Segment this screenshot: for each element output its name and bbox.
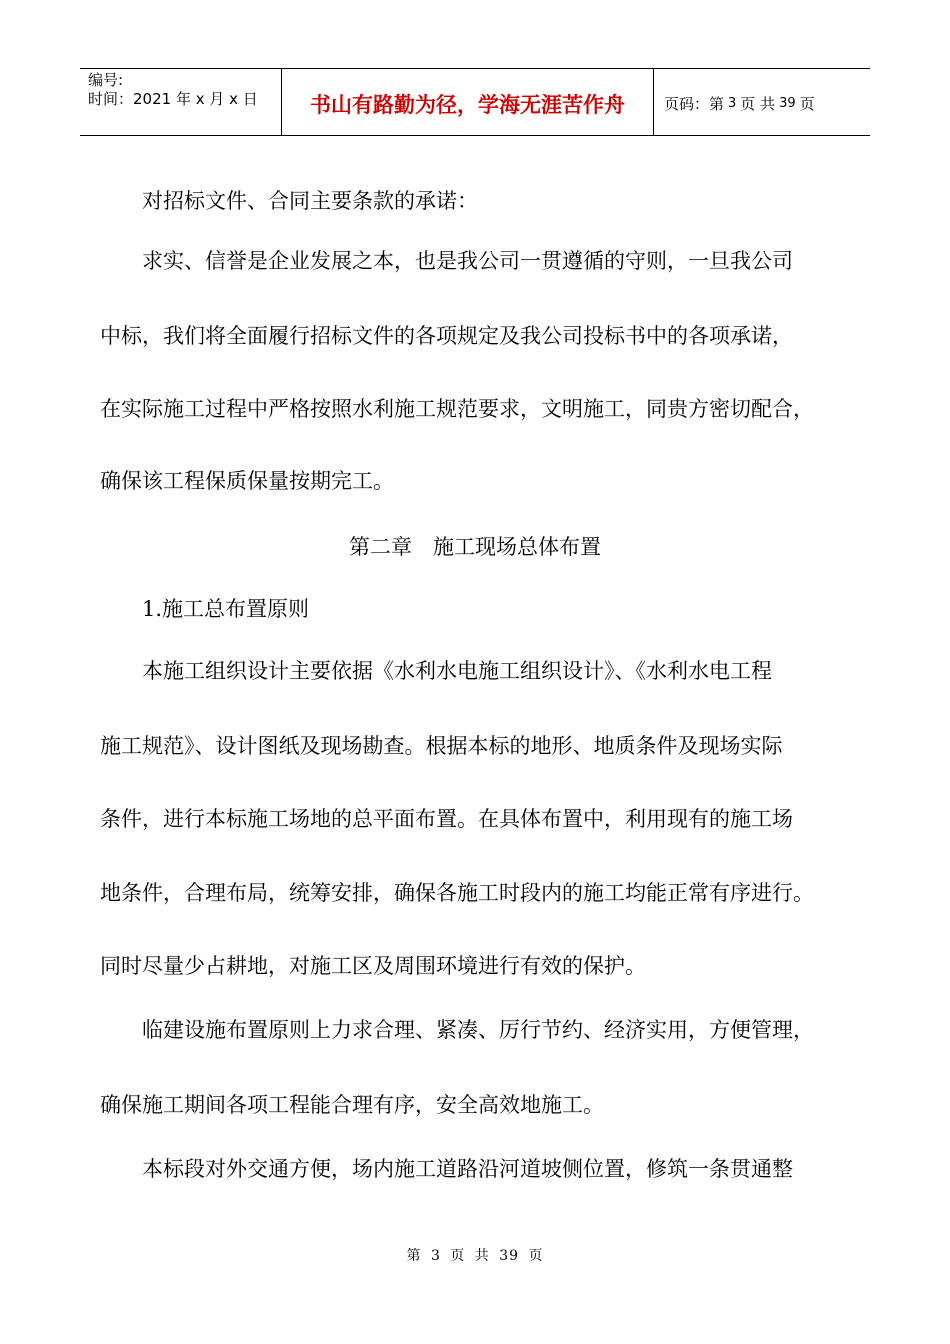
page-total: 39	[779, 95, 796, 111]
body-line-15: 本标段对外交通方便，场内施工道路沿河道坡侧位置，修筑一条贯通整	[100, 1157, 793, 1181]
body-line-5: 确保该工程保质保量按期完工。	[100, 469, 394, 493]
header-info	[80, 69, 282, 135]
body-line-10: 条件，进行本标施工场地的总平面布置。在具体布置中，利用现有的施工场	[100, 807, 793, 831]
page-current: 3	[728, 95, 737, 111]
body-line-2: 求实、信誉是企业发展之本，也是我公司一贯遵循的守则，一旦我公司	[100, 249, 793, 273]
page-mid: 页 共	[740, 94, 776, 113]
header-motto: 书山有路勤为径，学海无涯苦作舟	[282, 69, 654, 135]
section-heading: 1.施工总布置原则	[100, 597, 310, 621]
page-header	[80, 68, 870, 136]
page-suffix: 页	[799, 94, 815, 113]
body-line-14: 确保施工期间各项工程能合理有序，安全高效地施工。	[100, 1093, 604, 1117]
body-line-4: 在实际施工过程中严格按照水利施工规范要求，文明施工，同贵方密切配合，	[100, 397, 814, 421]
body-line-11: 地条件，合理布局，统筹安排，确保各施工时段内的施工均能正常有序进行。	[100, 881, 814, 905]
body-line-8: 本施工组织设计主要依据《水利水电施工组织设计》、《水利水电工程	[100, 659, 772, 683]
page-footer: 第 3 页 共 39 页	[406, 1248, 544, 1264]
body-line-13: 临建设施布置原则上力求合理、紧凑、厉行节约、经济实用，方便管理，	[100, 1018, 814, 1042]
body-line-12: 同时尽量少占耕地，对施工区及周围环境进行有效的保护。	[100, 954, 646, 978]
body-line-3: 中标，我们将全面履行招标文件的各项规定及我公司投标书中的各项承诺，	[100, 324, 793, 348]
body-line-9: 施工规范》、设计图纸及现场勘查。根据本标的地形、地质条件及现场实际	[100, 734, 783, 758]
header-page-counter	[654, 69, 870, 135]
body-line-1: 对招标文件、合同主要条款的承诺：	[100, 189, 478, 213]
document-number-label: 编号:	[88, 71, 124, 89]
document-time-label: 时间：2021 年 x 月 x 日	[88, 90, 258, 108]
page-prefix: 页码：第	[664, 94, 725, 113]
chapter-title: 第二章 施工现场总体布置	[349, 535, 601, 559]
